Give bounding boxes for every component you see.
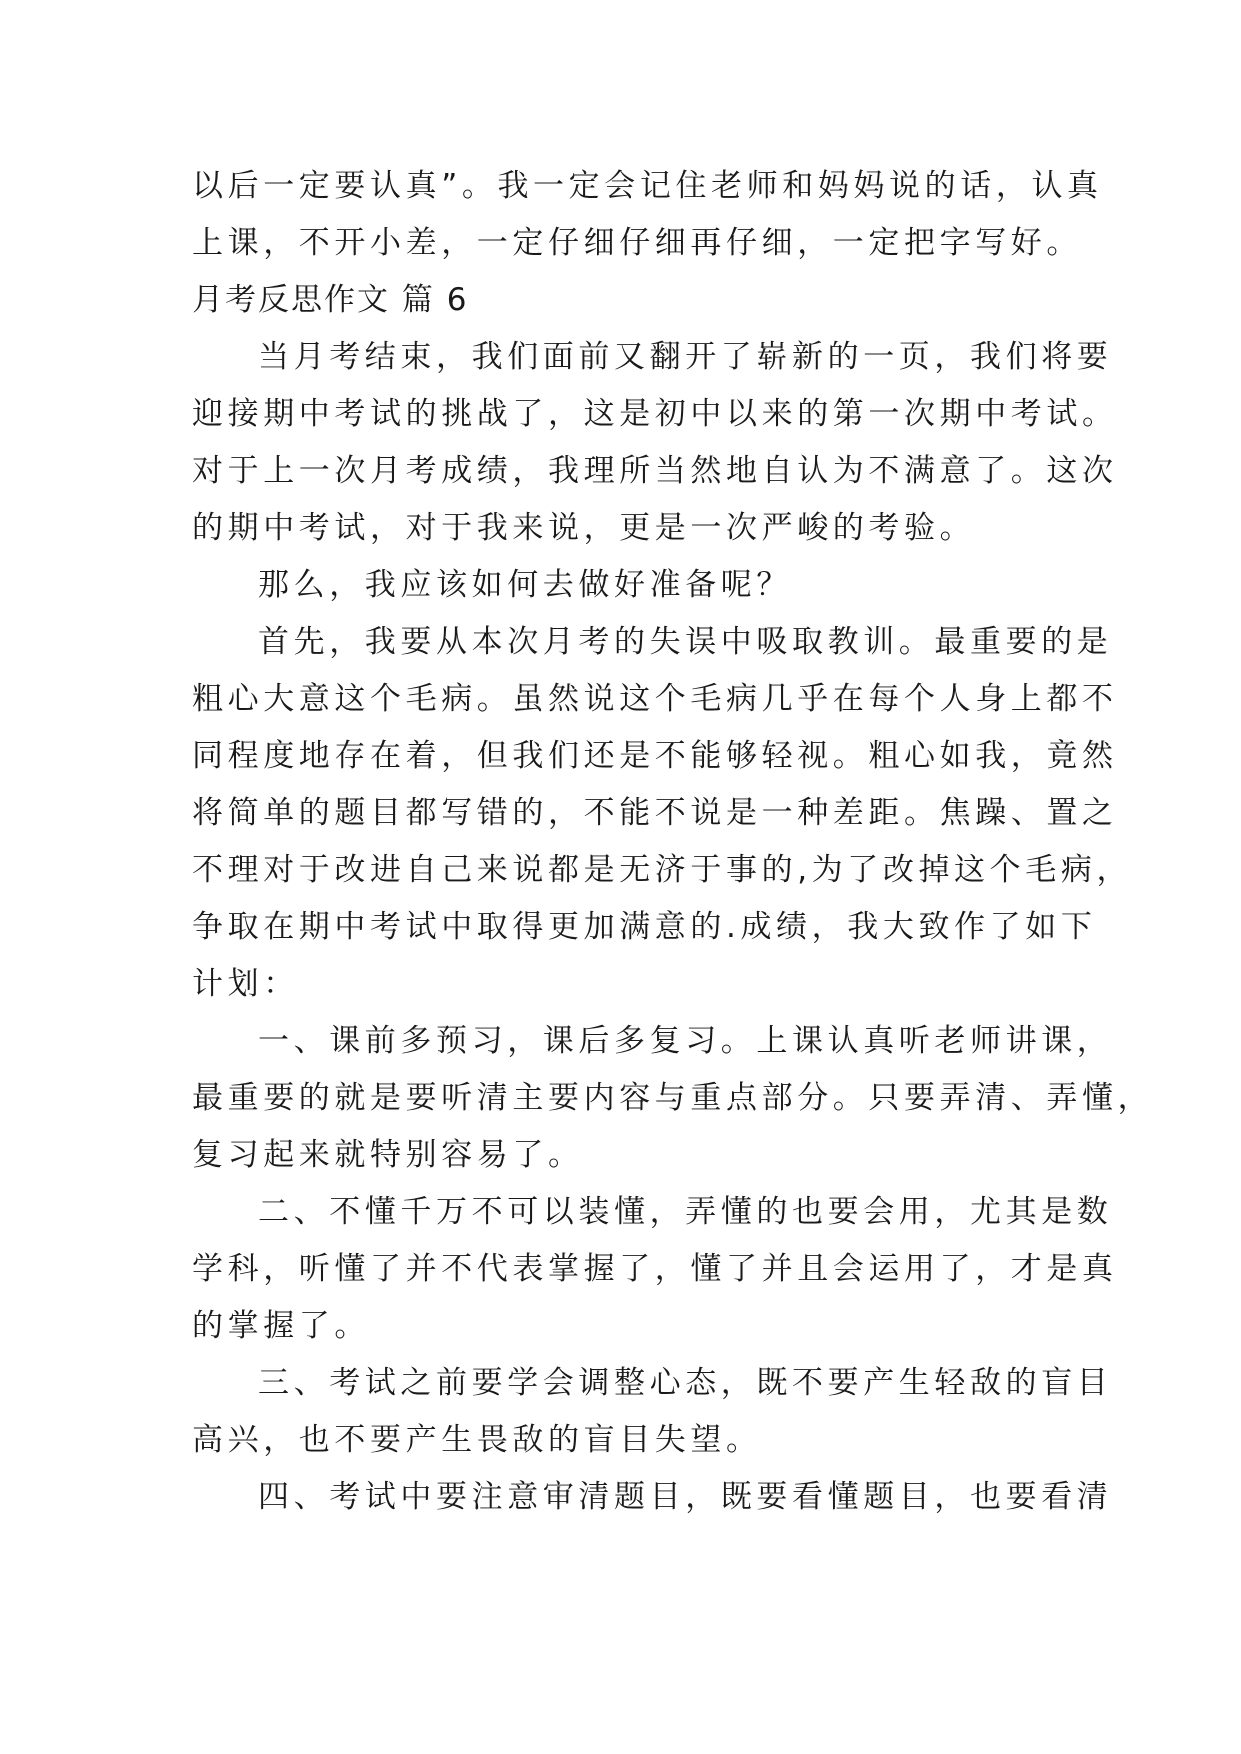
text-line: 粗心大意这个毛病。虽然说这个毛病几乎在每个人身上都不 — [192, 681, 1118, 717]
text-line: 对于上一次月考成绩，我理所当然地自认为不满意了。这次 — [192, 453, 1118, 489]
paragraph-first-line: 四、考试中要注意审清题目，既要看懂题目，也要看清 — [258, 1479, 1113, 1515]
text-line: 计划： — [192, 966, 299, 1002]
text-line: 的掌握了。 — [192, 1308, 370, 1344]
text-line: 上课，不开小差，一定仔细仔细再仔细，一定把字写好。 — [192, 225, 1082, 261]
paragraph-first-line: 当月考结束，我们面前又翻开了崭新的一页，我们将要 — [258, 339, 1113, 375]
text-line: 的期中考试，对于我来说，更是一次严峻的考验。 — [192, 510, 976, 546]
text-line: 不理对于改进自己来说都是无济于事的,为了改掉这个毛病， — [192, 852, 1133, 888]
document-body — [192, 158, 1154, 1526]
text-line: 迎接期中考试的挑战了，这是初中以来的第一次期中考试。 — [192, 396, 1118, 432]
text-line: 高兴，也不要产生畏敌的盲目失望。 — [192, 1422, 762, 1458]
section-heading: 月考反思作文 篇 6 — [192, 282, 469, 318]
paragraph-first-line: 二、不懂千万不可以装懂，弄懂的也要会用，尤其是数 — [258, 1194, 1113, 1230]
text-line: 复习起来就特别容易了。 — [192, 1137, 584, 1173]
paragraph-first-line: 那么，我应该如何去做好准备呢？ — [258, 567, 792, 603]
text-line: 学科，听懂了并不代表掌握了，懂了并且会运用了，才是真 — [192, 1251, 1118, 1287]
text-line: 以后一定要认真”。我一定会记住老师和妈妈说的话，认真 — [192, 168, 1103, 204]
text-line: 争取在期中考试中取得更加满意的.成绩，我大致作了如下 — [192, 909, 1097, 945]
paragraph-first-line: 首先，我要从本次月考的失误中吸取教训。最重要的是 — [258, 624, 1113, 660]
text-line: 将简单的题目都写错的，不能不说是一种差距。焦躁、置之 — [192, 795, 1118, 831]
paragraph-first-line: 三、考试之前要学会调整心态，既不要产生轻敌的盲目 — [258, 1365, 1113, 1401]
text-line: 最重要的就是要听清主要内容与重点部分。只要弄清、弄懂， — [192, 1080, 1154, 1116]
text-line: 同程度地存在着，但我们还是不能够轻视。粗心如我，竟然 — [192, 738, 1118, 774]
paragraph-first-line: 一、课前多预习，课后多复习。上课认真听老师讲课， — [258, 1023, 1113, 1059]
